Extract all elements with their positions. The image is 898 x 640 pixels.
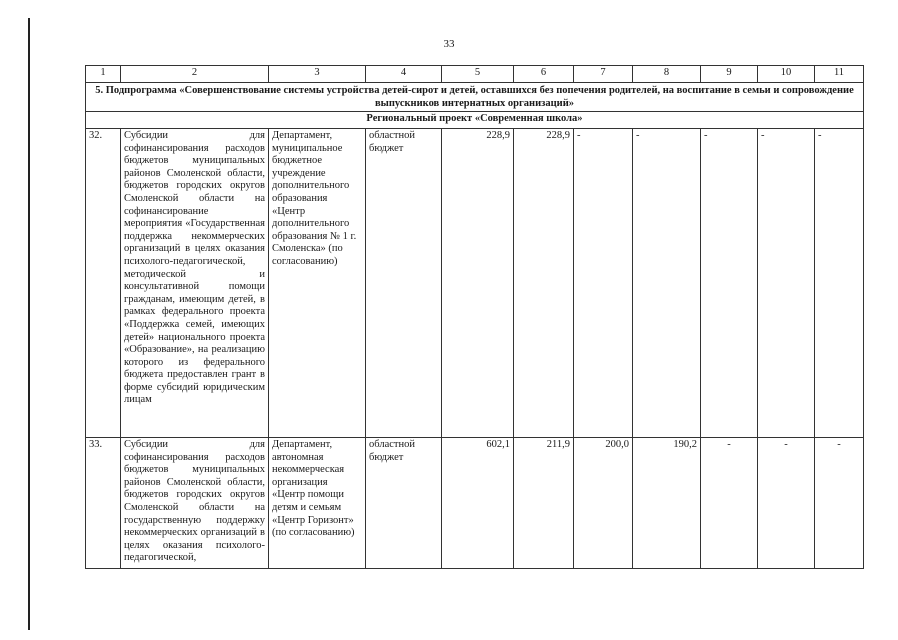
table-row [86, 129, 864, 438]
row-executor: Департамент, автономная некоммерческая организация «Центр помощи детям и семьям «Центр Горизонт» (по согласованию) [269, 438, 366, 569]
col-header: 5 [442, 66, 514, 83]
col-header: 11 [815, 66, 864, 83]
row-value-col10: - [758, 438, 815, 569]
section-row [86, 83, 864, 112]
row-value-col7: 200,0 [574, 438, 633, 569]
section-title: 5. Подпрограмма «Совершенствование системы устройства детей-сирот и детей, оставшихся без попечения родителей, на воспитание в семьи и сопровождение выпускников интернатных организаций» [86, 83, 864, 112]
col-header: 7 [574, 66, 633, 83]
subsection-title: Региональный проект «Современная школа» [86, 112, 864, 129]
row-description: Субсидии для софинансирования расходов бюджетов муниципальных районов Смоленской области, бюджетов городских округов Смоленской области на государственную поддержку некоммерческих организаций в целях оказания психолого-педагогической, [121, 438, 269, 569]
col-header: 10 [758, 66, 815, 83]
row-funding-source: областной бюджет [366, 129, 442, 438]
row-value-col9: - [701, 438, 758, 569]
row-description: Субсидии для софинансирования расходов бюджетов муниципальных районов Смоленской области, бюджетов городских округов Смоленской области на софинансирование мероприятия «Государственная поддержка некоммерческих организаций в целях оказания психолого-педагогической, методической и консультативной помощи гражданам, имеющим детей, в рамках федерального проекта «Поддержка семей, имеющих детей» национального проекта «Образование», на реализацию которого из федерального бюджета предоставлен грант в форме субсидий юридическим лицам [121, 129, 269, 438]
row-value-col5: 228,9 [442, 129, 514, 438]
row-value-col11: - [815, 129, 864, 438]
col-header: 6 [514, 66, 574, 83]
page-left-margin-line [28, 18, 30, 630]
row-value-col6: 211,9 [514, 438, 574, 569]
col-header: 4 [366, 66, 442, 83]
col-header: 8 [633, 66, 701, 83]
row-number: 32. [86, 129, 121, 438]
row-funding-source: областной бюджет [366, 438, 442, 569]
row-value-col9: - [701, 129, 758, 438]
budget-table [85, 65, 864, 569]
row-value-col11: - [815, 438, 864, 569]
row-number: 33. [86, 438, 121, 569]
row-executor: Департамент, муниципальное бюджетное учреждение дополнительного образования «Центр дополнительного образования № 1 г. Смоленска» (по согласованию) [269, 129, 366, 438]
col-header: 9 [701, 66, 758, 83]
row-value-col8: - [633, 129, 701, 438]
row-value-col10: - [758, 129, 815, 438]
column-number-row [86, 66, 864, 83]
row-value-col8: 190,2 [633, 438, 701, 569]
subsection-row [86, 112, 864, 129]
row-value-col5: 602,1 [442, 438, 514, 569]
col-header: 2 [121, 66, 269, 83]
page-number: 33 [443, 38, 455, 50]
col-header: 1 [86, 66, 121, 83]
row-value-col6: 228,9 [514, 129, 574, 438]
col-header: 3 [269, 66, 366, 83]
table-row [86, 438, 864, 569]
row-value-col7: - [574, 129, 633, 438]
